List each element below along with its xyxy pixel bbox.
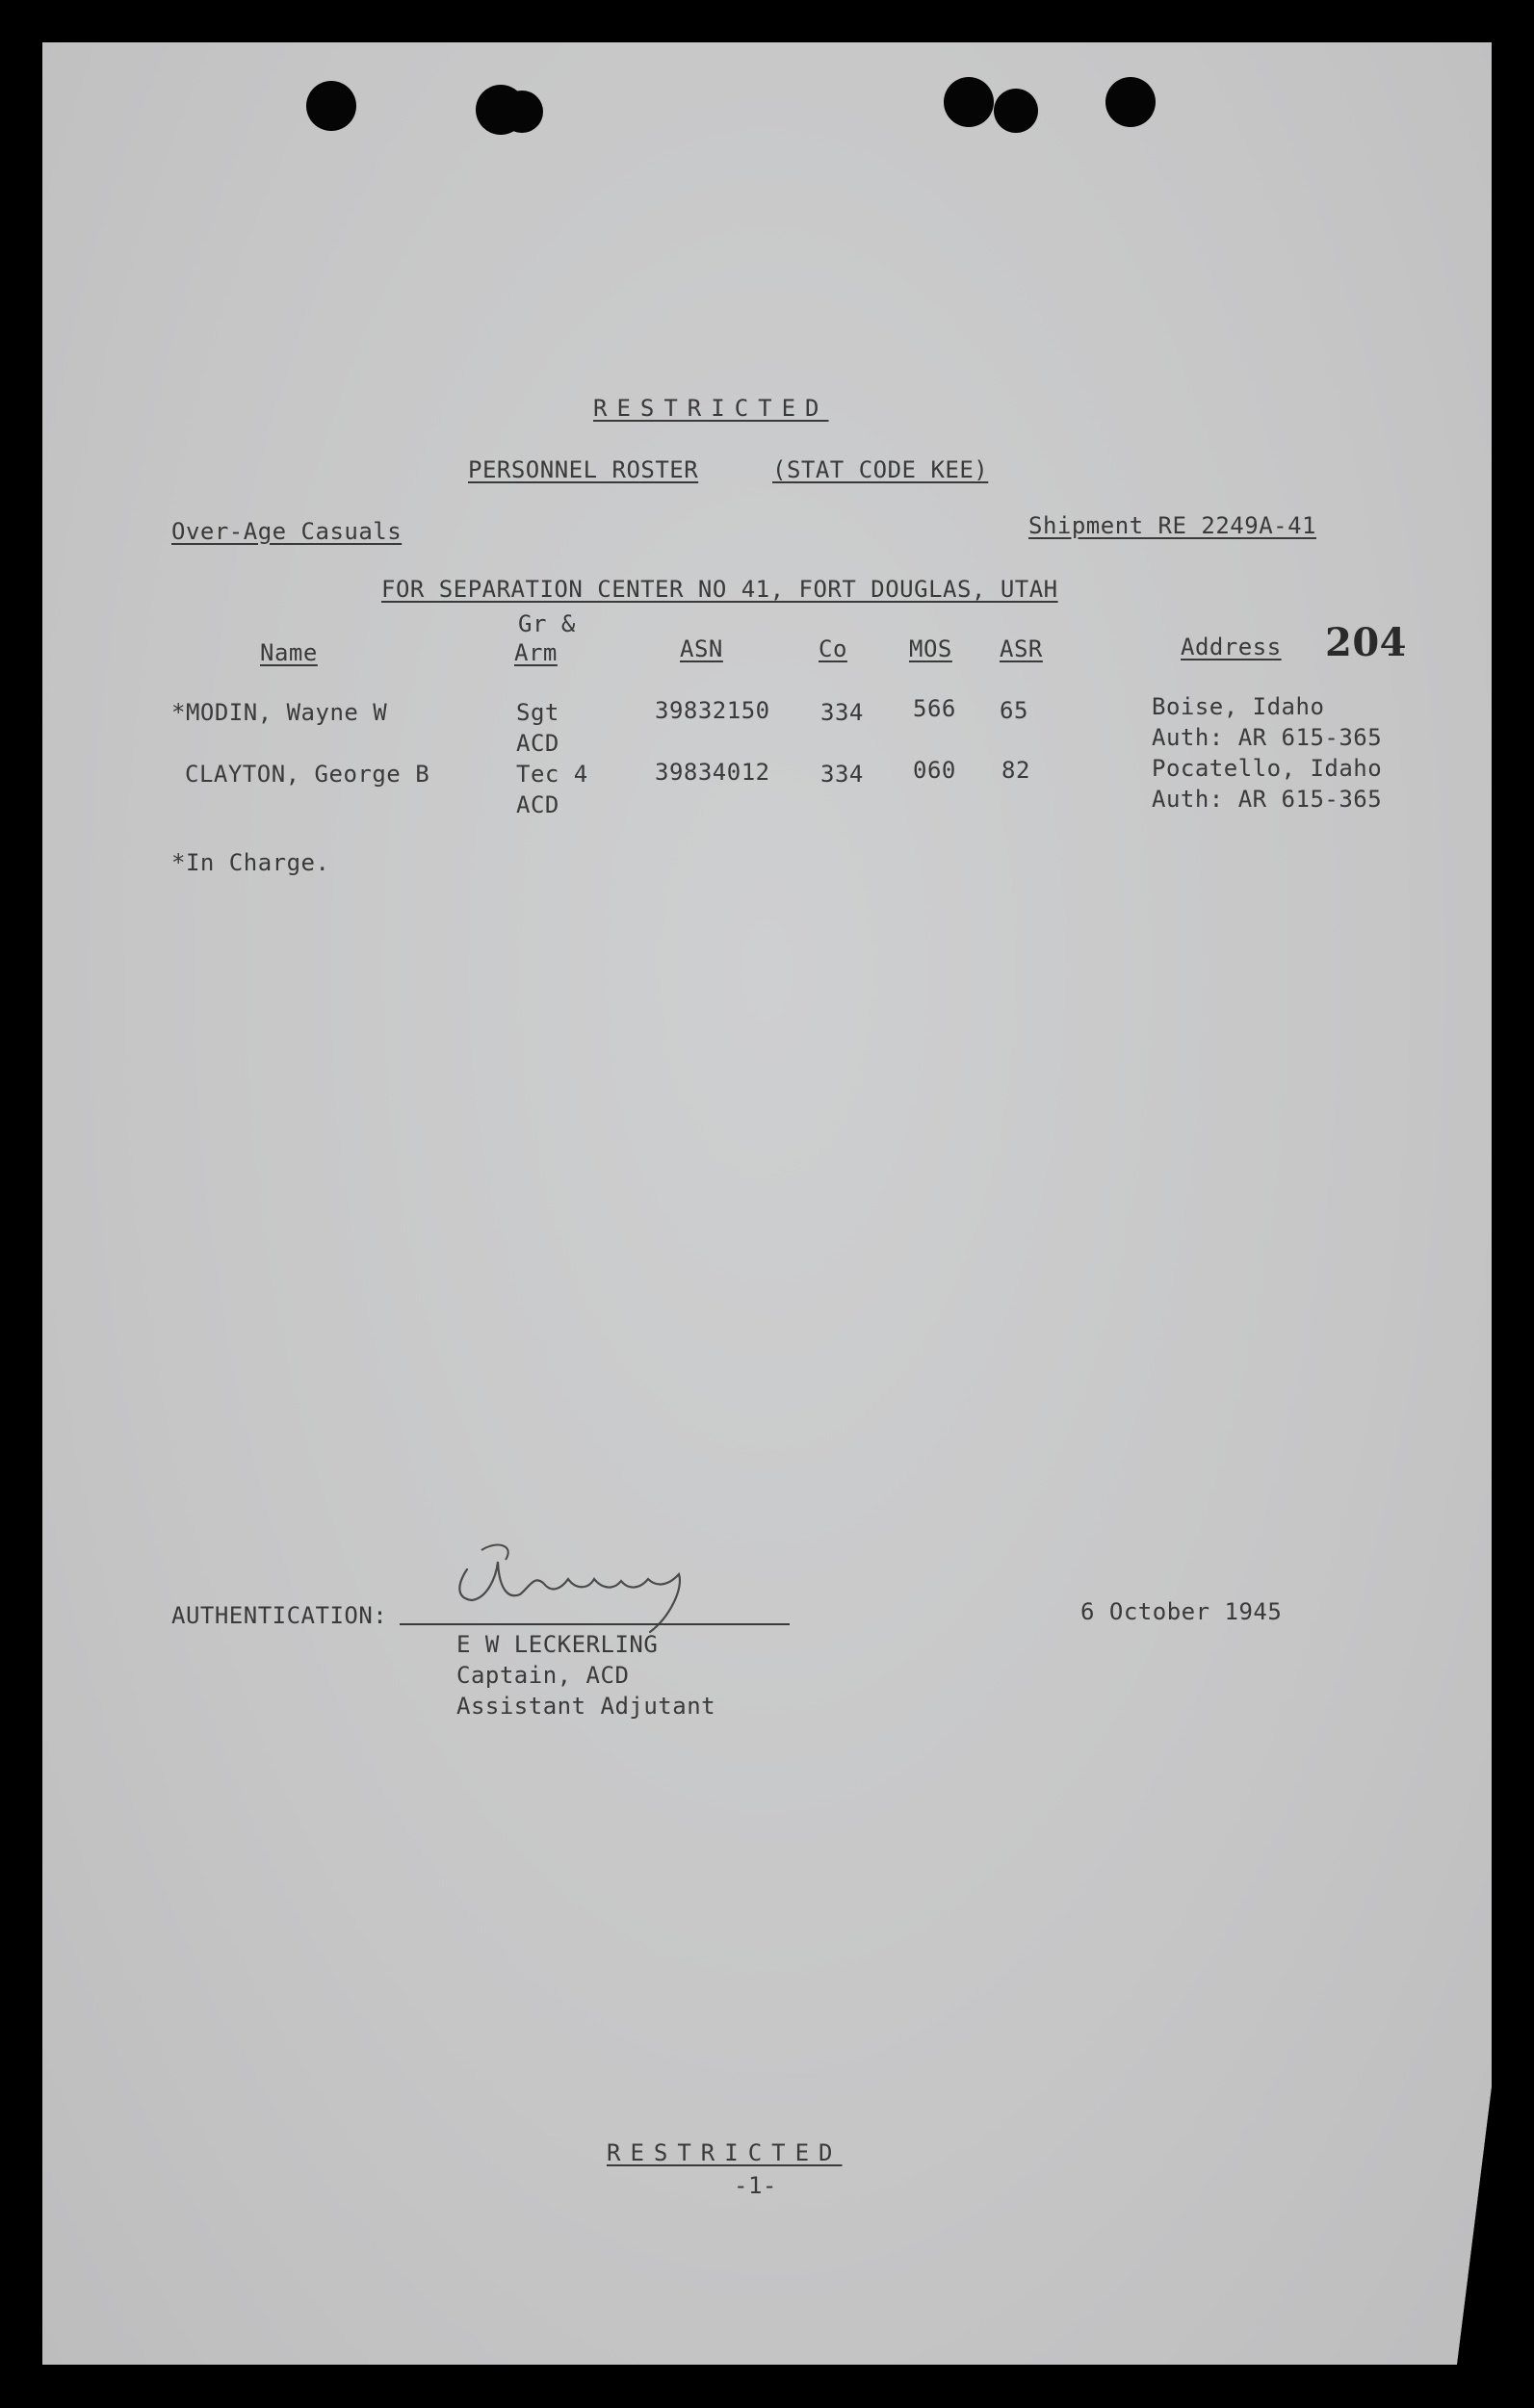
column-header-address: Address [1181, 634, 1282, 660]
row-1-auth: Auth: AR 615-365 [1152, 724, 1383, 751]
signer-rank: Captain, ACD [456, 1662, 630, 1689]
page-number: -1- [734, 2172, 777, 2199]
punch-hole-3 [501, 91, 543, 133]
shipment-number: Shipment RE 2249A-41 [1028, 512, 1316, 539]
row-1-grade: Sgt [516, 699, 559, 726]
column-header-mos: MOS [909, 635, 952, 662]
column-header-co: Co [819, 635, 847, 662]
page-stamp: 204 [1325, 620, 1407, 665]
stat-code: (STAT CODE KEE) [772, 456, 989, 483]
row-2-mos: 060 [913, 757, 956, 784]
column-header-grade: Gr & [518, 610, 576, 637]
document-page [42, 42, 1492, 2365]
row-1-mos: 566 [913, 695, 956, 722]
group-label: Over-Age Casuals [171, 518, 403, 545]
footnote: *In Charge. [171, 849, 330, 876]
row-2-co: 334 [820, 761, 864, 788]
destination-line: FOR SEPARATION CENTER NO 41, FORT DOUGLAS, UTAH [381, 576, 1058, 603]
row-2-asr: 82 [1001, 757, 1030, 784]
punch-hole-4 [944, 77, 994, 127]
signature-line [400, 1623, 790, 1625]
signature [438, 1531, 746, 1637]
punch-hole-5 [994, 89, 1038, 133]
row-1-address: Boise, Idaho [1152, 693, 1325, 720]
row-1-name: *MODIN, Wayne W [171, 699, 388, 726]
column-header-arm: Arm [514, 639, 558, 666]
row-1-co: 334 [820, 699, 864, 726]
row-1-asr: 65 [1000, 697, 1028, 724]
row-2-arm: ACD [516, 791, 559, 818]
column-header-asr: ASR [1000, 635, 1043, 662]
row-2-address: Pocatello, Idaho [1152, 755, 1383, 782]
classification-top: RESTRICTED [593, 395, 829, 422]
punch-hole-1 [306, 81, 356, 131]
row-2-asn: 39834012 [655, 759, 770, 786]
row-1-arm: ACD [516, 730, 559, 757]
authentication-label: AUTHENTICATION: [171, 1602, 388, 1629]
signer-name: E W LECKERLING [456, 1631, 659, 1658]
punch-hole-6 [1105, 77, 1156, 127]
classification-bottom: RESTRICTED [607, 2139, 843, 2166]
signer-title: Assistant Adjutant [456, 1693, 716, 1720]
row-2-grade: Tec 4 [516, 761, 588, 788]
row-2-auth: Auth: AR 615-365 [1152, 786, 1383, 813]
column-header-asn: ASN [680, 635, 723, 662]
roster-title: PERSONNEL ROSTER [468, 456, 699, 483]
row-2-name: CLAYTON, George B [185, 761, 430, 788]
column-header-name: Name [260, 639, 318, 666]
document-date: 6 October 1945 [1080, 1598, 1283, 1625]
row-1-asn: 39832150 [655, 697, 770, 724]
